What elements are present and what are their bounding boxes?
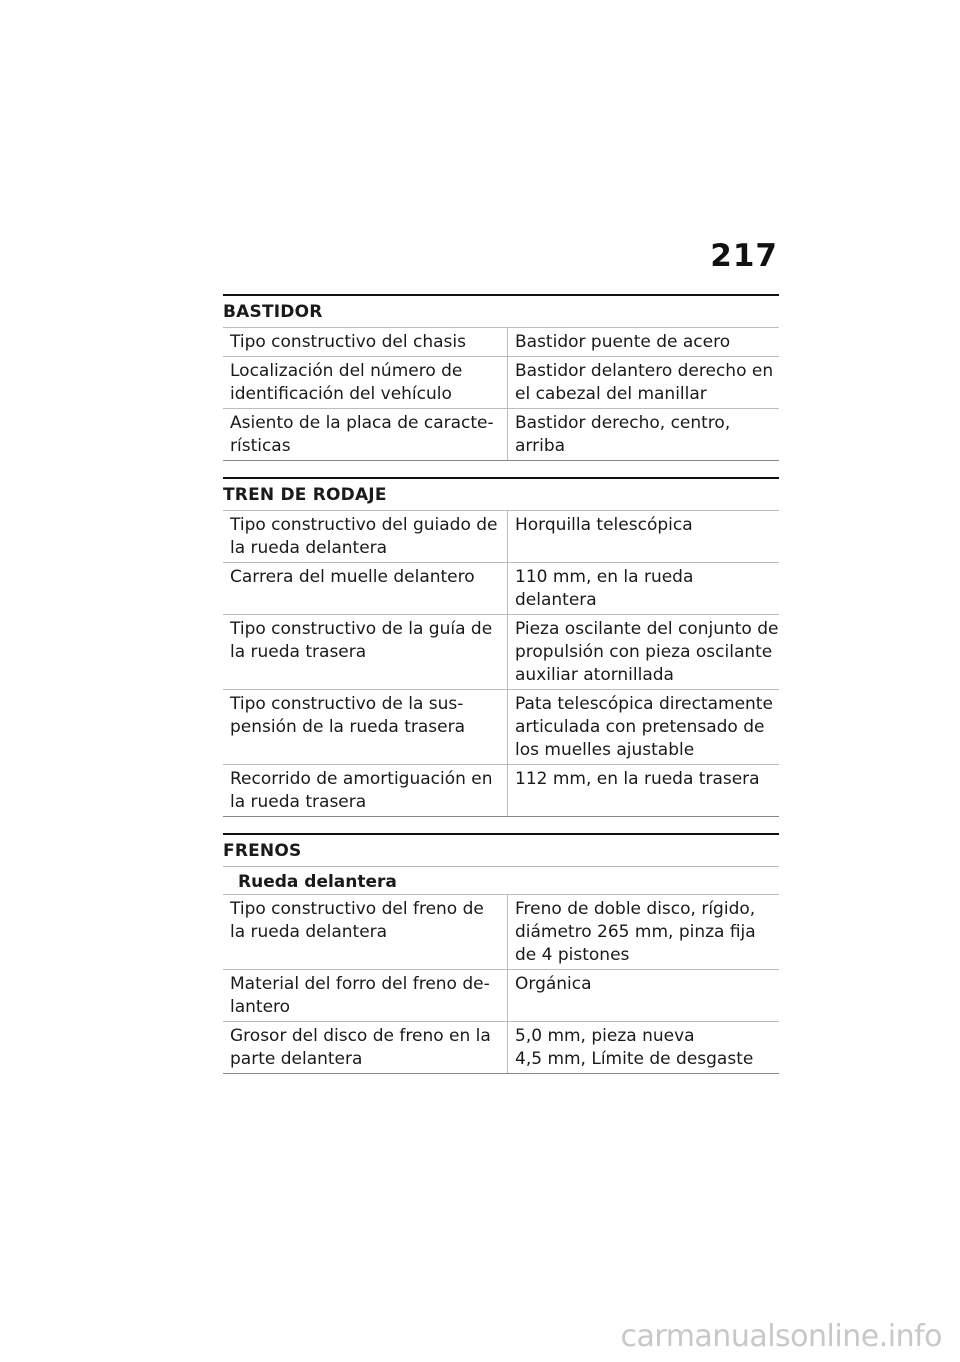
table-row	[223, 357, 779, 409]
table-row	[223, 970, 779, 1022]
spec-label: Recorrido de amortiguación en la rueda trasera	[223, 765, 508, 817]
table-row	[223, 690, 779, 765]
spec-label: Localización del número de identificación del vehículo	[223, 357, 508, 409]
table-row	[223, 765, 779, 817]
spec-value: Pieza oscilante del conjunto de propulsión con pieza oscilante auxiliar atornillada	[508, 615, 780, 690]
spec-label: Grosor del disco de freno en la parte delantera	[223, 1022, 508, 1074]
spec-label: Tipo constructivo de la guía de la rueda trasera	[223, 615, 508, 690]
spec-value: 110 mm, en la rueda delantera	[508, 563, 780, 615]
spec-value: 112 mm, en la rueda trasera	[508, 765, 780, 817]
table-row	[223, 615, 779, 690]
spec-value: Freno de doble disco, rígido, diámetro 265 mm, pinza fija de 4 pistones	[508, 895, 780, 970]
spec-value: Bastidor puente de acero	[508, 328, 780, 357]
spec-table-bastidor	[223, 327, 779, 461]
spec-label: Carrera del muelle delantero	[223, 563, 508, 615]
spec-label: Tipo constructivo del chasis	[223, 328, 508, 357]
spec-value: Bastidor derecho, centro, arriba	[508, 409, 780, 461]
page-number: 217	[710, 238, 778, 274]
spec-value-line: 5,0 mm, pieza nueva	[515, 1026, 695, 1046]
spec-content	[223, 294, 779, 1090]
spec-table-frenos	[223, 894, 779, 1074]
spec-value	[508, 1022, 780, 1074]
spec-label: Tipo constructivo de la sus-pensión de la rueda trasera	[223, 690, 508, 765]
watermark: carmanualsonline.info	[620, 1319, 942, 1354]
table-row	[223, 1022, 779, 1074]
spec-value: Pata telescópica directamente articulada con pretensado de los muelles ajustable	[508, 690, 780, 765]
section-frenos	[223, 833, 779, 1074]
subsection-title: Rueda delantera	[223, 866, 779, 894]
spec-value: Orgánica	[508, 970, 780, 1022]
spec-value: Horquilla telescópica	[508, 511, 780, 563]
section-title: TREN DE RODAJE	[223, 485, 387, 505]
table-row	[223, 563, 779, 615]
table-row	[223, 511, 779, 563]
spec-label: Material del forro del freno de-lantero	[223, 970, 508, 1022]
section-tren-de-rodaje	[223, 477, 779, 817]
section-title: BASTIDOR	[223, 302, 323, 322]
spec-value: Bastidor delantero derecho en el cabezal del manillar	[508, 357, 780, 409]
table-row	[223, 895, 779, 970]
spec-label: Tipo constructivo del guiado de la rueda delantera	[223, 511, 508, 563]
table-row	[223, 328, 779, 357]
section-bastidor	[223, 294, 779, 461]
section-title: FRENOS	[223, 841, 302, 861]
table-row	[223, 409, 779, 461]
spec-table-tren-de-rodaje	[223, 510, 779, 817]
spec-label: Tipo constructivo del freno de la rueda delantera	[223, 895, 508, 970]
spec-label: Asiento de la placa de caracte-rísticas	[223, 409, 508, 461]
spec-value-line: 4,5 mm, Límite de desgaste	[515, 1049, 754, 1069]
